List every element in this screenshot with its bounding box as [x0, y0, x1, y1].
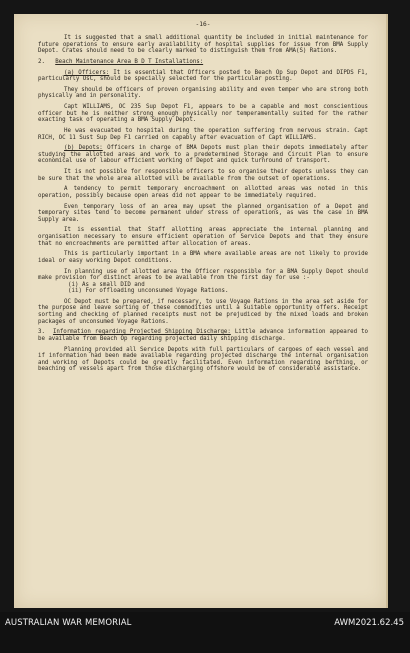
document-page [14, 14, 388, 608]
item-a-label: (a) Officers: [64, 69, 110, 76]
item-b-label: (b) Depots: [64, 145, 103, 152]
section-2-number: 2. [38, 58, 45, 65]
item-b-text: Officers in charge of BMA Depots must plan their depots immediately after studying the allotted areas and work to a predetermined Storage and Circuit Plan to ensure economical use of labour efficient working of Depot and quick turnround of transport. [38, 145, 368, 165]
item-a-officers [38, 70, 368, 83]
footer-source-label: AUSTRALIAN WAR MEMORIAL [5, 618, 132, 628]
paragraph-bma-conditions: This is particularly important in a BMA where available areas are not likely to provide ideal or easy working Depot conditions. [38, 251, 368, 264]
section-3-heading [38, 329, 368, 342]
paragraph-intro: It is suggested that a small additional quantity be included in initial maintenance for future operations to ensure early availability of hospital supplies for issue from BMA Supply Depot. Crates should need to be clearly marked to distinguish them from AMA(S) Rations. [38, 35, 368, 55]
section-3-number: 3. [38, 329, 45, 336]
section-2-title: Beach Maintenance Area B D T Installations: [55, 58, 204, 65]
item-b-depots [38, 145, 368, 165]
paragraph-evacuation: He was evacuated to hospital during the operation suffering from nervous strain. Capt RICH, OC 11 Sust Sup Dep F1 carried on capably after evacuation of Capt WILLIAMS. [38, 127, 368, 141]
section-3-text: Little advance information appeared to be available from Beach Op regarding projected daily shipping discharge. [38, 329, 368, 342]
document-body [38, 20, 368, 608]
list-item-voyage-rations: (ii) For offloading unconsumed Voyage Rations. [68, 288, 229, 295]
paragraph-planning-cargoes: Planning provided all Service Depots with full particulars of cargoes of each vessel and if information had been made available regarding projected discharge the internal organisation and working of Depots could be greatly facilitated. Even information regarding berthing, or beaching of vessels apart from those discharging offshore would be of considerable assistance. [38, 346, 368, 373]
paragraph-planning-use: In planning use of allotted area the Officer responsible for a BMA Supply Depot should make provision for distinct areas to be available from the first day for use :- [38, 268, 368, 282]
section-3-title: Information regarding Projected Shipping Discharge: [52, 329, 231, 336]
paragraph-temporary-loss: Even temporary loss of an area may upset the planned organisation of a Depot and temporary sites tend to become permanent under stress of operations, as was the case in BMA Supply area. [38, 203, 368, 223]
paragraph-oc-depot: OC Depot must be prepared, if necessary, to use Voyage Rations in the area set aside for the purpose and leave sorting of these commodities until a suitable opportunity offers. Receipt sorting and checking of planned receipts must not be prejudiced by the mixed loads and broken packages of unconsumed Voyage Rations. [38, 298, 368, 325]
list-item-small-did: (i) As a small DID and [68, 281, 145, 288]
footer-accession-number: AWM2021.62.45 [334, 618, 404, 628]
paragraph-whole-area: It is not possible for responsible officers to so organise their depots unless they can be sure that the whole area allotted will be available from the outset of operations. [38, 169, 368, 182]
section-2-heading [38, 59, 368, 66]
paragraph-capt-williams: Capt WILLIAMS, OC 235 Sup Depot F1, appears to be a capable and most conscientious officer but he is neither strong enough physically nor temperamentally suited for the rather exacting task of operating a BMA Supply Depot. [38, 104, 368, 124]
paragraph-staff-allotting: It is essential that Staff allotting areas appreciate the internal planning and organisation necessary to ensure efficient operation of Service Depots and that they ensure that no encroachments are permitted after allocation of areas. [38, 227, 368, 247]
page-number: -16- [195, 21, 211, 28]
paragraph-officer-qualities: They should be officers of proven organising ability and even temper who are strong both physically and in personality. [38, 86, 368, 100]
paragraph-encroachment: A tendency to permit temporary encroachment on allotted areas was noted in this operation, possibly because open areas did not appear to be immediately required. [38, 186, 368, 199]
item-a-text: It is essential that Officers posted to Beach Op Sup Depot and DIPDS F1, particularly OsC, should be specially selected for the particular posting. [38, 69, 368, 83]
